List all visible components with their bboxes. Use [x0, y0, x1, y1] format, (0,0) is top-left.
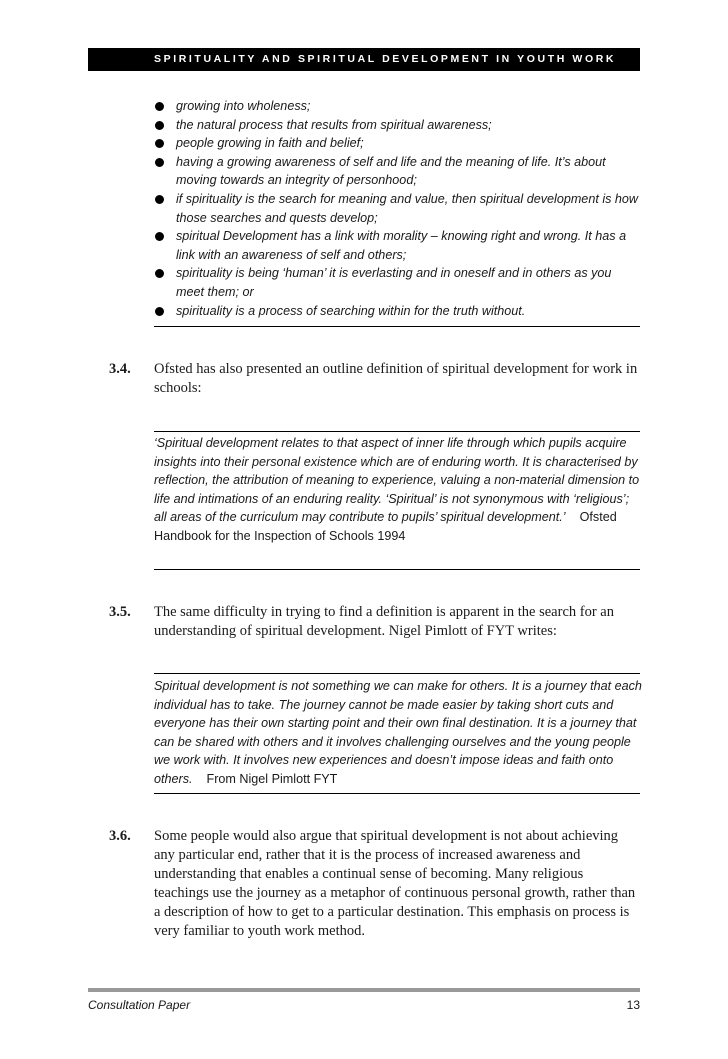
section-number: 3.5. [109, 604, 131, 620]
divider [154, 793, 640, 794]
list-item: spirituality is a process of searching within for the truth without. [154, 302, 640, 321]
quote-source: Ofsted Handbook for the Inspection of Schools 1994 [154, 510, 617, 543]
section-paragraph: Ofsted has also presented an outline definition of spiritual development for work in schools: [154, 361, 638, 396]
quote-text: Spiritual development is not something we can make for others. It is a journey that each individual has to take. The journey cannot be made easier by taking short cuts and everyone has their own starting point and their own final destination. It is a journey that can be shared with others and it involves challenging ourselves and the young people we work with. It involves new experiences and doesn’t impose ideas and faith onto others. [154, 679, 642, 786]
section-paragraph: The same difficulty in trying to find a definition is apparent in the search for an understanding of spiritual development. Nigel Pimlott of FYT writes: [154, 604, 614, 639]
quote-text: ‘Spiritual development relates to that aspect of inner life through which pupils acquire insights into their personal existence which are of enduring worth. It is characterised by reflection, the attribution of meaning to experience, valuing a non-material dimension to life and intimations of an enduring reality. ‘Spiritual’ is not synonymous with ‘religious’; all areas of the curriculum may contribute to pupils’ spiritual development.’ [154, 436, 640, 525]
list-item: spirituality is being ‘human’ it is everlasting and in oneself and in others as you meet them; or [154, 264, 640, 301]
list-item: growing into wholeness; [154, 97, 640, 116]
footer-title: Consultation Paper [88, 998, 191, 1012]
list-item: spiritual Development has a link with morality – knowing right and wrong. It has a link with an awareness of self and others; [154, 227, 640, 264]
ofsted-quote [154, 434, 644, 546]
divider [154, 431, 640, 432]
footer-rule [88, 988, 640, 992]
list-item: having a growing awareness of self and life and the meaning of life. It’s about moving towards an integrity of personhood; [154, 153, 640, 190]
list-item: if spirituality is the search for meaning and value, then spiritual development is how those searches and quests develop; [154, 190, 640, 227]
running-header: SPIRITUALITY AND SPIRITUAL DEVELOPMENT IN YOUTH WORK [88, 48, 640, 71]
page-number: 13 [626, 998, 640, 1012]
quote-source: From Nigel Pimlott FYT [206, 771, 338, 786]
section-paragraph: Some people would also argue that spiritual development is not about achieving any particular end, rather that it is the process of increased awareness and understanding that enables a continual sense of becoming. Many religious teachings use the journey as a metaphor of continuous personal growth, rather than a description of how to get to a particular destination. This emphasis on process is very familiar to youth work method. [154, 828, 636, 939]
bullet-list [154, 97, 640, 320]
divider [154, 673, 640, 674]
section-number: 3.4. [109, 361, 131, 377]
pimlott-quote [154, 677, 644, 789]
list-item: people growing in faith and belief; [154, 134, 640, 153]
divider [154, 569, 640, 570]
section-number: 3.6. [109, 828, 131, 844]
divider [154, 326, 640, 327]
list-item: the natural process that results from spiritual awareness; [154, 116, 640, 135]
